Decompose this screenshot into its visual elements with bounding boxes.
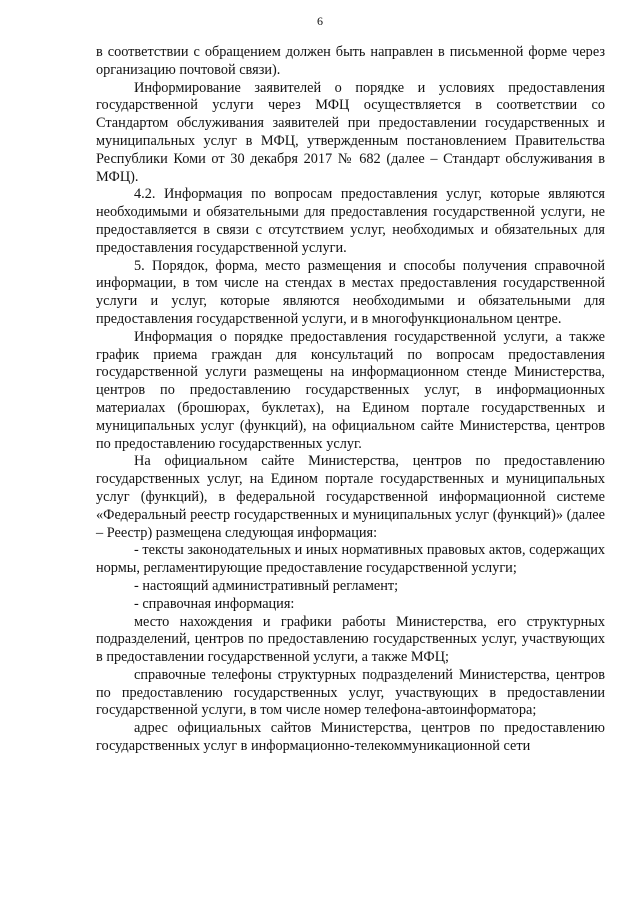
paragraph-websites: адрес официальных сайтов Министерства, центров по предоставлению государственных услуг в информационно-телекоммуникационной сети	[96, 720, 605, 755]
paragraph-phones: справочные телефоны структурных подразделений Министерства, центров по предоставлению государственных услуг, участвующих в предоставлении государственной услуги, в том числе номер телефона-автоинформатора;	[96, 666, 605, 719]
paragraph-official-site: На официальном сайте Министерства, центров по предоставлению государственных услуг, на Едином портале государственных и муниципальных услуг (функций), в федеральной государственной информационной системе «Федеральный реестр государственных и муниципальных услуг (функций)» (далее – Реестр) размещена следующая информация:	[96, 453, 605, 541]
paragraph-location-schedule: место нахождения и графики работы Министерства, его структурных подразделений, центров по предоставлению государственных услуг, участвующих в предоставлении государственной услуги, а также МФЦ;	[96, 613, 605, 666]
page-number: 6	[317, 14, 323, 28]
paragraph-info-stands: Информация о порядке предоставления государственной услуги, а также график приема граждан для консультаций по вопросам предоставления государственной услуги размещены на информационном стенде Министерства, центров по предоставлению государственных услуг, в информационных материалах (брошюрах, буклетах), на Едином портале государственных и муниципальных услуг (функций), на официальном сайте Министерства, центров по предоставлению государственных услуг.	[96, 328, 605, 452]
document-body	[96, 44, 605, 756]
paragraph-mfc-informing: Информирование заявителей о порядке и условиях предоставления государственной услуги через МФЦ осуществляется в соответствии со Стандартом обслуживания заявителей при предоставлении государственных и муниципальных услуг в МФЦ, утвержденным постановлением Правительства Республики Коми от 30 декабря 2017 № 682 (далее – Стандарт обслуживания в МФЦ).	[96, 79, 605, 185]
list-item-reference-info: - справочная информация:	[134, 595, 295, 612]
list-item-legal-acts: - тексты законодательных и иных нормативных правовых актов, содержащих нормы, регламентирующие предоставление государственной услуги;	[96, 542, 605, 577]
list-item-regulation: - настоящий административный регламент;	[134, 577, 399, 594]
paragraph-continuation: в соответствии с обращением должен быть направлен в письменной форме через организацию почтовой связи).	[96, 44, 605, 78]
paragraph-4-2: 4.2. Информация по вопросам предоставления услуг, которые являются необходимыми и обязательными для предоставления государственной услуги, не предоставляется в связи с отсутствием услуг, необходимых и обязательных для предоставления государственной услуги.	[96, 186, 605, 256]
paragraph-5-heading: 5. Порядок, форма, место размещения и способы получения справочной информации, в том числе на стендах в местах предоставления государственной услуги и услуг, которые являются необходимыми и обязательными для предоставления государственной услуги, и в многофункциональном центре.	[96, 257, 605, 327]
